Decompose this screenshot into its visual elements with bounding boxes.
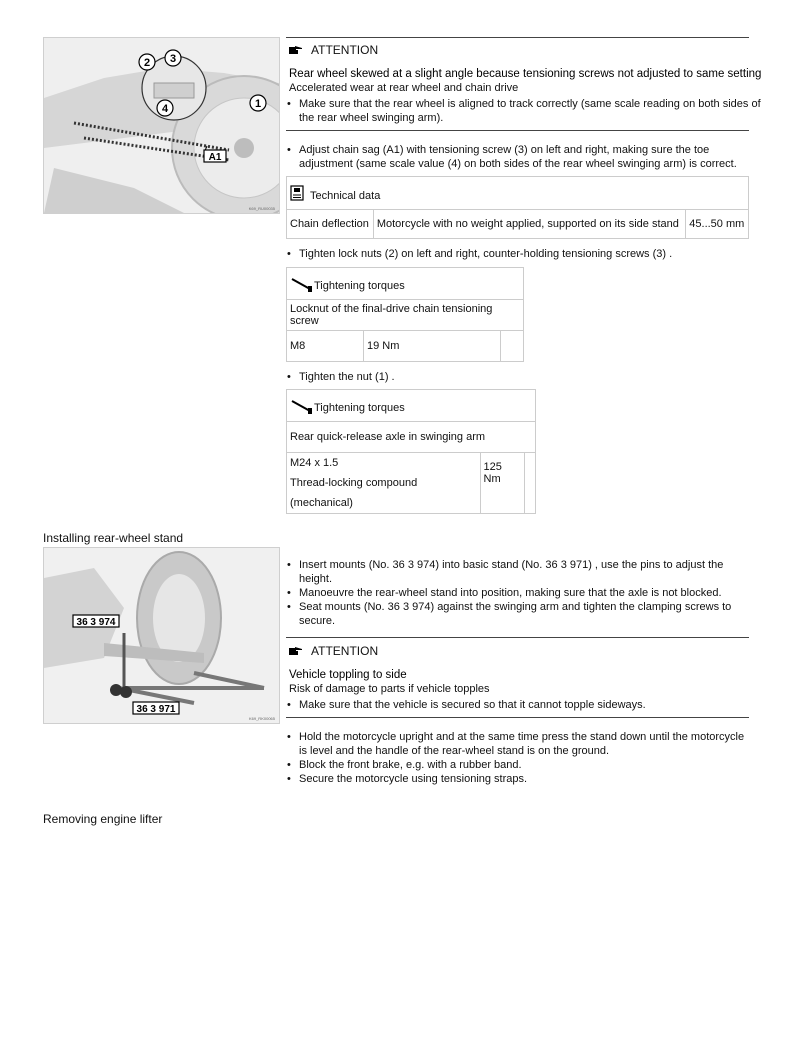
bullet-dot: • — [287, 601, 291, 613]
attention-top-rule — [286, 37, 749, 38]
step-hold-upright: • Hold the motorcycle upright and at the same time press the stand down until the motorcycle is level and the handle of the rear-wheel stand is on the ground. — [287, 731, 745, 757]
bullet-dot: • — [287, 248, 291, 260]
torque-header: Tightening torques — [287, 390, 536, 422]
techdata-label: Chain deflection — [287, 210, 374, 239]
torque-size: M8 — [287, 331, 364, 362]
torque-size: M24 x 1.5 — [290, 457, 339, 469]
attention-title: ATTENTION — [289, 43, 378, 57]
section-title-rear-wheel-stand: Installing rear-wheel stand — [43, 531, 184, 545]
torque-table-1 — [286, 267, 524, 362]
chain-adjust-illustration — [44, 38, 279, 213]
attention-top-rule — [286, 637, 749, 638]
step-manoeuvre-stand: • Manoeuvre the rear-wheel stand into position, making sure that the axle is not blocked. — [287, 587, 722, 599]
attention-consequence: Accelerated wear at rear wheel and chain drive — [289, 82, 519, 94]
callout-2: 2 — [143, 57, 151, 69]
attention-bottom-rule — [286, 130, 749, 131]
section-title-engine-lifter: Removing engine lifter — [43, 812, 163, 826]
step-tighten-lock-nuts: • Tighten lock nuts (2) on left and right, counter-holding tensioning screws (3) . — [287, 248, 673, 260]
callout-3: 3 — [169, 53, 177, 65]
torque-item: Rear quick-release axle in swinging arm — [287, 422, 536, 453]
figure-id: K69_RK00065 — [248, 716, 275, 721]
step-tighten-nut: • Tighten the nut (1) . — [287, 371, 395, 383]
callout-basic-stand: 36 3 971 — [136, 704, 176, 715]
bullet-dot: • — [287, 699, 291, 711]
attention-title: ATTENTION — [289, 644, 378, 658]
callout-mounts: 36 3 974 — [76, 617, 116, 628]
attention-bottom-rule — [286, 717, 749, 718]
torque-item: Locknut of the final-drive chain tensioning screw — [287, 300, 524, 331]
attention-bullet: • Make sure that the rear wheel is aligned to track correctly (same scale reading on both sides of the rear wheel swinging arm). — [287, 98, 761, 124]
attention-bullet: • Make sure that the vehicle is secured so that it cannot topple sideways. — [287, 699, 646, 711]
torque-header: Tightening torques — [287, 268, 524, 300]
attention-heading: Vehicle toppling to side — [289, 669, 407, 681]
technical-data-header: Technical data — [287, 177, 749, 210]
bullet-dot: • — [287, 98, 291, 110]
callout-4: 4 — [161, 103, 169, 115]
rear-wheel-stand-figure — [43, 547, 280, 724]
callout-1: 1 — [254, 98, 262, 110]
bullet-dot: • — [287, 144, 291, 156]
torque-table-2 — [286, 389, 536, 514]
bullet-dot: • — [287, 559, 291, 571]
pointing-hand-icon — [289, 46, 303, 55]
step-secure-straps: • Secure the motorcycle using tensioning straps. — [287, 773, 528, 785]
torque-value: 125 Nm — [480, 453, 525, 514]
step-adjust-chain-sag: • Adjust chain sag (A1) with tensioning screw (3) on left and right, making sure the toe adjustment (same scale value (4) on both sides of the rear wheel swinging arm) is correct. — [287, 144, 737, 170]
attention-heading: Rear wheel skewed at a slight angle because tensioning screws not adjusted to same setting — [289, 68, 762, 80]
technical-data-icon — [290, 185, 304, 201]
torque-wrench-icon — [290, 275, 314, 293]
torque-wrench-icon — [290, 397, 314, 415]
step-seat-mounts: • Seat mounts (No. 36 3 974) against the swinging arm and tighten the clamping screws to secure. — [287, 601, 732, 627]
techdata-value: 45...50 mm — [686, 210, 749, 239]
bullet-dot: • — [287, 773, 291, 785]
technical-data-table — [286, 176, 749, 239]
rear-wheel-stand-illustration — [44, 548, 279, 723]
bullet-dot: • — [287, 371, 291, 383]
techdata-condition: Motorcycle with no weight applied, supported on its side stand — [373, 210, 685, 239]
attention-consequence: Risk of damage to parts if vehicle topples — [289, 683, 490, 695]
bullet-dot: • — [287, 731, 291, 743]
bullet-dot: • — [287, 759, 291, 771]
chain-adjust-figure — [43, 37, 280, 214]
torque-note: Thread-locking compound (mechanical) — [290, 477, 418, 509]
step-block-front-brake: • Block the front brake, e.g. with a rubber band. — [287, 759, 522, 771]
step-insert-mounts: • Insert mounts (No. 36 3 974) into basic stand (No. 36 3 971) , use the pins to adjust the height. — [287, 559, 724, 585]
torque-spec — [287, 453, 481, 514]
figure-id: K69_RU00035 — [248, 206, 275, 211]
bullet-dot: • — [287, 587, 291, 599]
torque-value: 19 Nm — [364, 331, 501, 362]
callout-a1: A1 — [208, 152, 222, 163]
pointing-hand-icon — [289, 647, 303, 656]
